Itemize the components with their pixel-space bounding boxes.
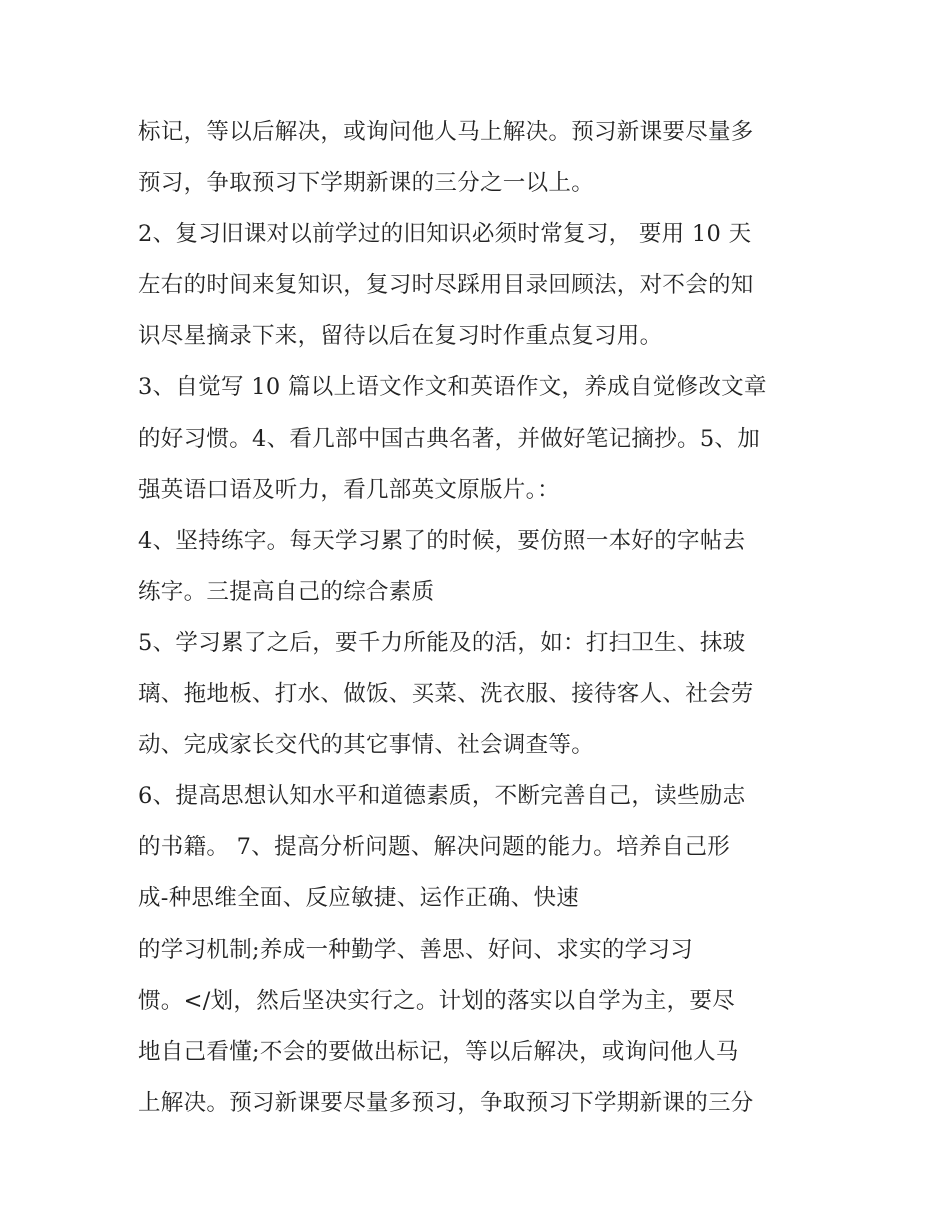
text-line: 预习，争取预习下学期新课的三分之一以上。	[138, 170, 595, 197]
text-line: 左右的时间来复知识，复习时尽踩用目录回顾法，对不会的知	[138, 272, 754, 299]
text-line: 3、自觉写 10 篇以上语文作文和英语作文，养成自觉修改文章	[138, 374, 767, 401]
text-line: 的学习机制;养成一种勤学、善思、好问、求实的学习习	[138, 936, 694, 963]
text-line: 上解决。预习新课要尽量多预习，争取预习下学期新课的三分	[138, 1089, 754, 1116]
text-line: 2、复习旧课对以前学过的旧知识必须时常复习， 要用 10 天	[138, 221, 752, 248]
text-line: 动、完成家长交代的其它事情、社会调查等。	[138, 732, 595, 759]
text-line: 的书籍。 7、提高分析问题、解决问题的能力。培养自己形	[138, 834, 731, 861]
text-line: 4、坚持练字。每天学习累了的时候，要仿照一本好的字帖去	[138, 527, 746, 554]
text-line: 5、学习累了之后，要千力所能及的活，如：打扫卫生、抹玻	[138, 629, 746, 656]
text-line: 的好习惯。4、看几部中国古典名著，并做好笔记摘抄。5、加	[138, 425, 761, 452]
text-line: 璃、拖地板、打水、做饭、买菜、洗衣服、接待客人、社会劳	[138, 681, 754, 708]
text-line: 地自己看懂;不会的要做出标记，等以后解决，或询问他人马	[138, 1038, 739, 1065]
text-line: 识尽星摘录下来，留待以后在复习时作重点复习用。	[138, 323, 663, 350]
body-text	[138, 107, 838, 1129]
text-line: 练字。三提高自己的综合素质	[138, 578, 435, 605]
text-line: 惯。</划，然后坚决实行之。计划的落实以自学为主，要尽	[138, 987, 736, 1014]
text-line: 强英语口语及听力，看几部英文原版片。：	[138, 476, 560, 503]
text-line: 成-种思维全面、反应敏捷、运作正确、快速	[138, 885, 580, 912]
text-line: 6、提高思想认知水平和道德素质，不断完善自己，读些励志	[138, 783, 746, 810]
text-line: 标记，等以后解决，或询问他人马上解决。预习新课要尽量多	[138, 119, 754, 145]
